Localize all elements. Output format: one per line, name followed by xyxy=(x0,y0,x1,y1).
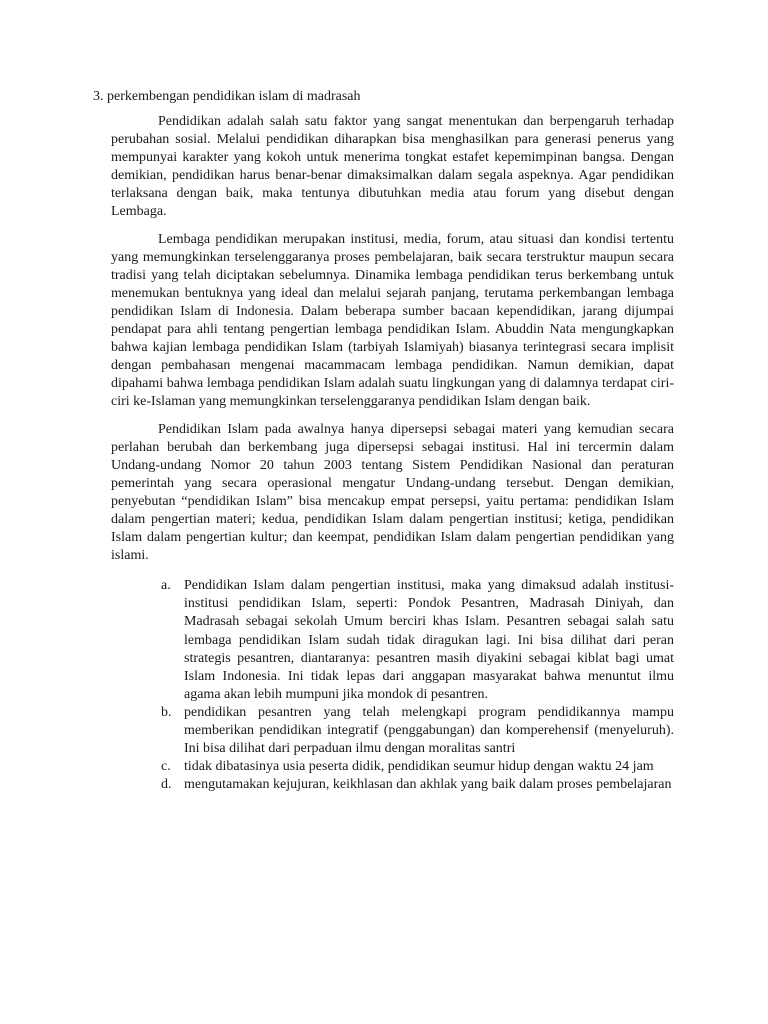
list-item-c xyxy=(111,758,674,776)
document-body xyxy=(111,113,674,794)
list-marker-b: b. xyxy=(161,704,172,720)
list-item-b xyxy=(111,704,674,758)
paragraph-lembaga: Lembaga pendidikan merupakan institusi, media, forum, atau situasi dan kondisi tertentu yang memungkinkan terselenggaranya proses pembelajaran, baik secara terstruktur maupun secara tradisi yang telah diciptakan sebelumnya. Dinamika lembaga pendidikan terus berkembang untuk menemukan bentuknya yang ideal dan melalui sejarah panjang, terutama perkembangan lembaga pendidikan Islam di Indonesia. Dalam beberapa sumber bacaan kependidikan, jarang dijumpai pendapat para ahli tentang pengertian lembaga pendidikan Islam. Abuddin Nata mengungkapkan bahwa kajian lembaga pendidikan Islam (tarbiyah Islamiyah) biasanya terintegrasi secara implisit dengan pembahasan mengenai macammacam lembaga pendidikan. Namun demikian, dapat dipahami bahwa lembaga pendidikan Islam adalah suatu lingkungan yang di dalamnya terdapat ciri-ciri ke-Islaman yang memungkinkan terselenggaranya pendidikan Islam dengan baik. xyxy=(111,231,674,410)
paragraph-persepsi: Pendidikan Islam pada awalnya hanya dipersepsi sebagai materi yang kemudian secara perlahan berubah dan berkembang juga dipersepsi sebagai institusi. Hal ini tercermin dalam Undang-undang Nomor 20 tahun 2003 tentang Sistem Pendidikan Nasional dan peraturan pemerintah yang secara operasional mengatur Undang-undang tersebut. Dengan demikian, penyebutan “pendidikan Islam” bisa mencakup empat persepsi, yaitu pertama: pendidikan Islam dalam pengertian materi; kedua, pendidikan Islam dalam pengertian institusi; ketiga, pendidikan Islam dalam pengertian kultur; dan keempat, pendidikan Islam dalam pengertian pendidikan yang islami. xyxy=(111,421,674,564)
list-text-d: mengutamakan kejujuran, keikhlasan dan akhlak yang baik dalam proses pembelajaran xyxy=(184,777,672,793)
section-heading: 3. perkembengan pendidikan islam di madrasah xyxy=(93,89,361,104)
list-text-b: pendidikan pesantren yang telah melengkapi program pendidikannya mampu memberikan pendidikan integratif (penggabungan) dan komperehensif (menyeluruh). Ini bisa dilihat dari perpaduan ilmu dengan moralitas santri xyxy=(184,704,674,757)
list-marker-d: d. xyxy=(161,777,172,793)
list-text-c: tidak dibatasinya usia peserta didik, pendidikan seumur hidup dengan waktu 24 jam xyxy=(184,759,654,775)
list-text-a: Pendidikan Islam dalam pengertian institusi, maka yang dimaksud adalah institusi-institusi pendidikan Islam, seperti: Pondok Pesantren, Madrasah Diniyah, dan Madrasah sebagai sekolah Umum berciri khas Islam. Pesantren sebagai salah satu lembaga pendidikan Islam sudah tidak diragukan lagi. Ini bisa dilihat dari peran strategis pesantren, diantaranya: pesantren masih diyakini sebagai kiblat bagi umat Islam Indonesia. Ini tidak lepas dari anggapan masyarakat bahwa menuntut ilmu agama akan lebih mumpuni jika mondok di pesantren. xyxy=(184,578,674,702)
lettered-list xyxy=(111,577,674,794)
list-marker-a: a. xyxy=(161,578,171,594)
list-marker-c: c. xyxy=(161,759,171,775)
list-item-d xyxy=(111,776,674,794)
list-item-a xyxy=(111,577,674,704)
paragraph-definition: Pendidikan adalah salah satu faktor yang sangat menentukan dan berpengaruh terhadap perubahan sosial. Melalui pendidikan diharapkan bisa menghasilkan para generasi penerus yang mempunyai karakter yang kokoh untuk menerima tongkat estafet kepemimpinan bangsa. Dengan demikian, pendidikan harus benar-benar dimaksimalkan dalam segala aspeknya. Agar pendidikan terlaksana dengan baik, maka tentunya dibutuhkan media atau forum yang disebut dengan Lembaga. xyxy=(111,114,674,220)
